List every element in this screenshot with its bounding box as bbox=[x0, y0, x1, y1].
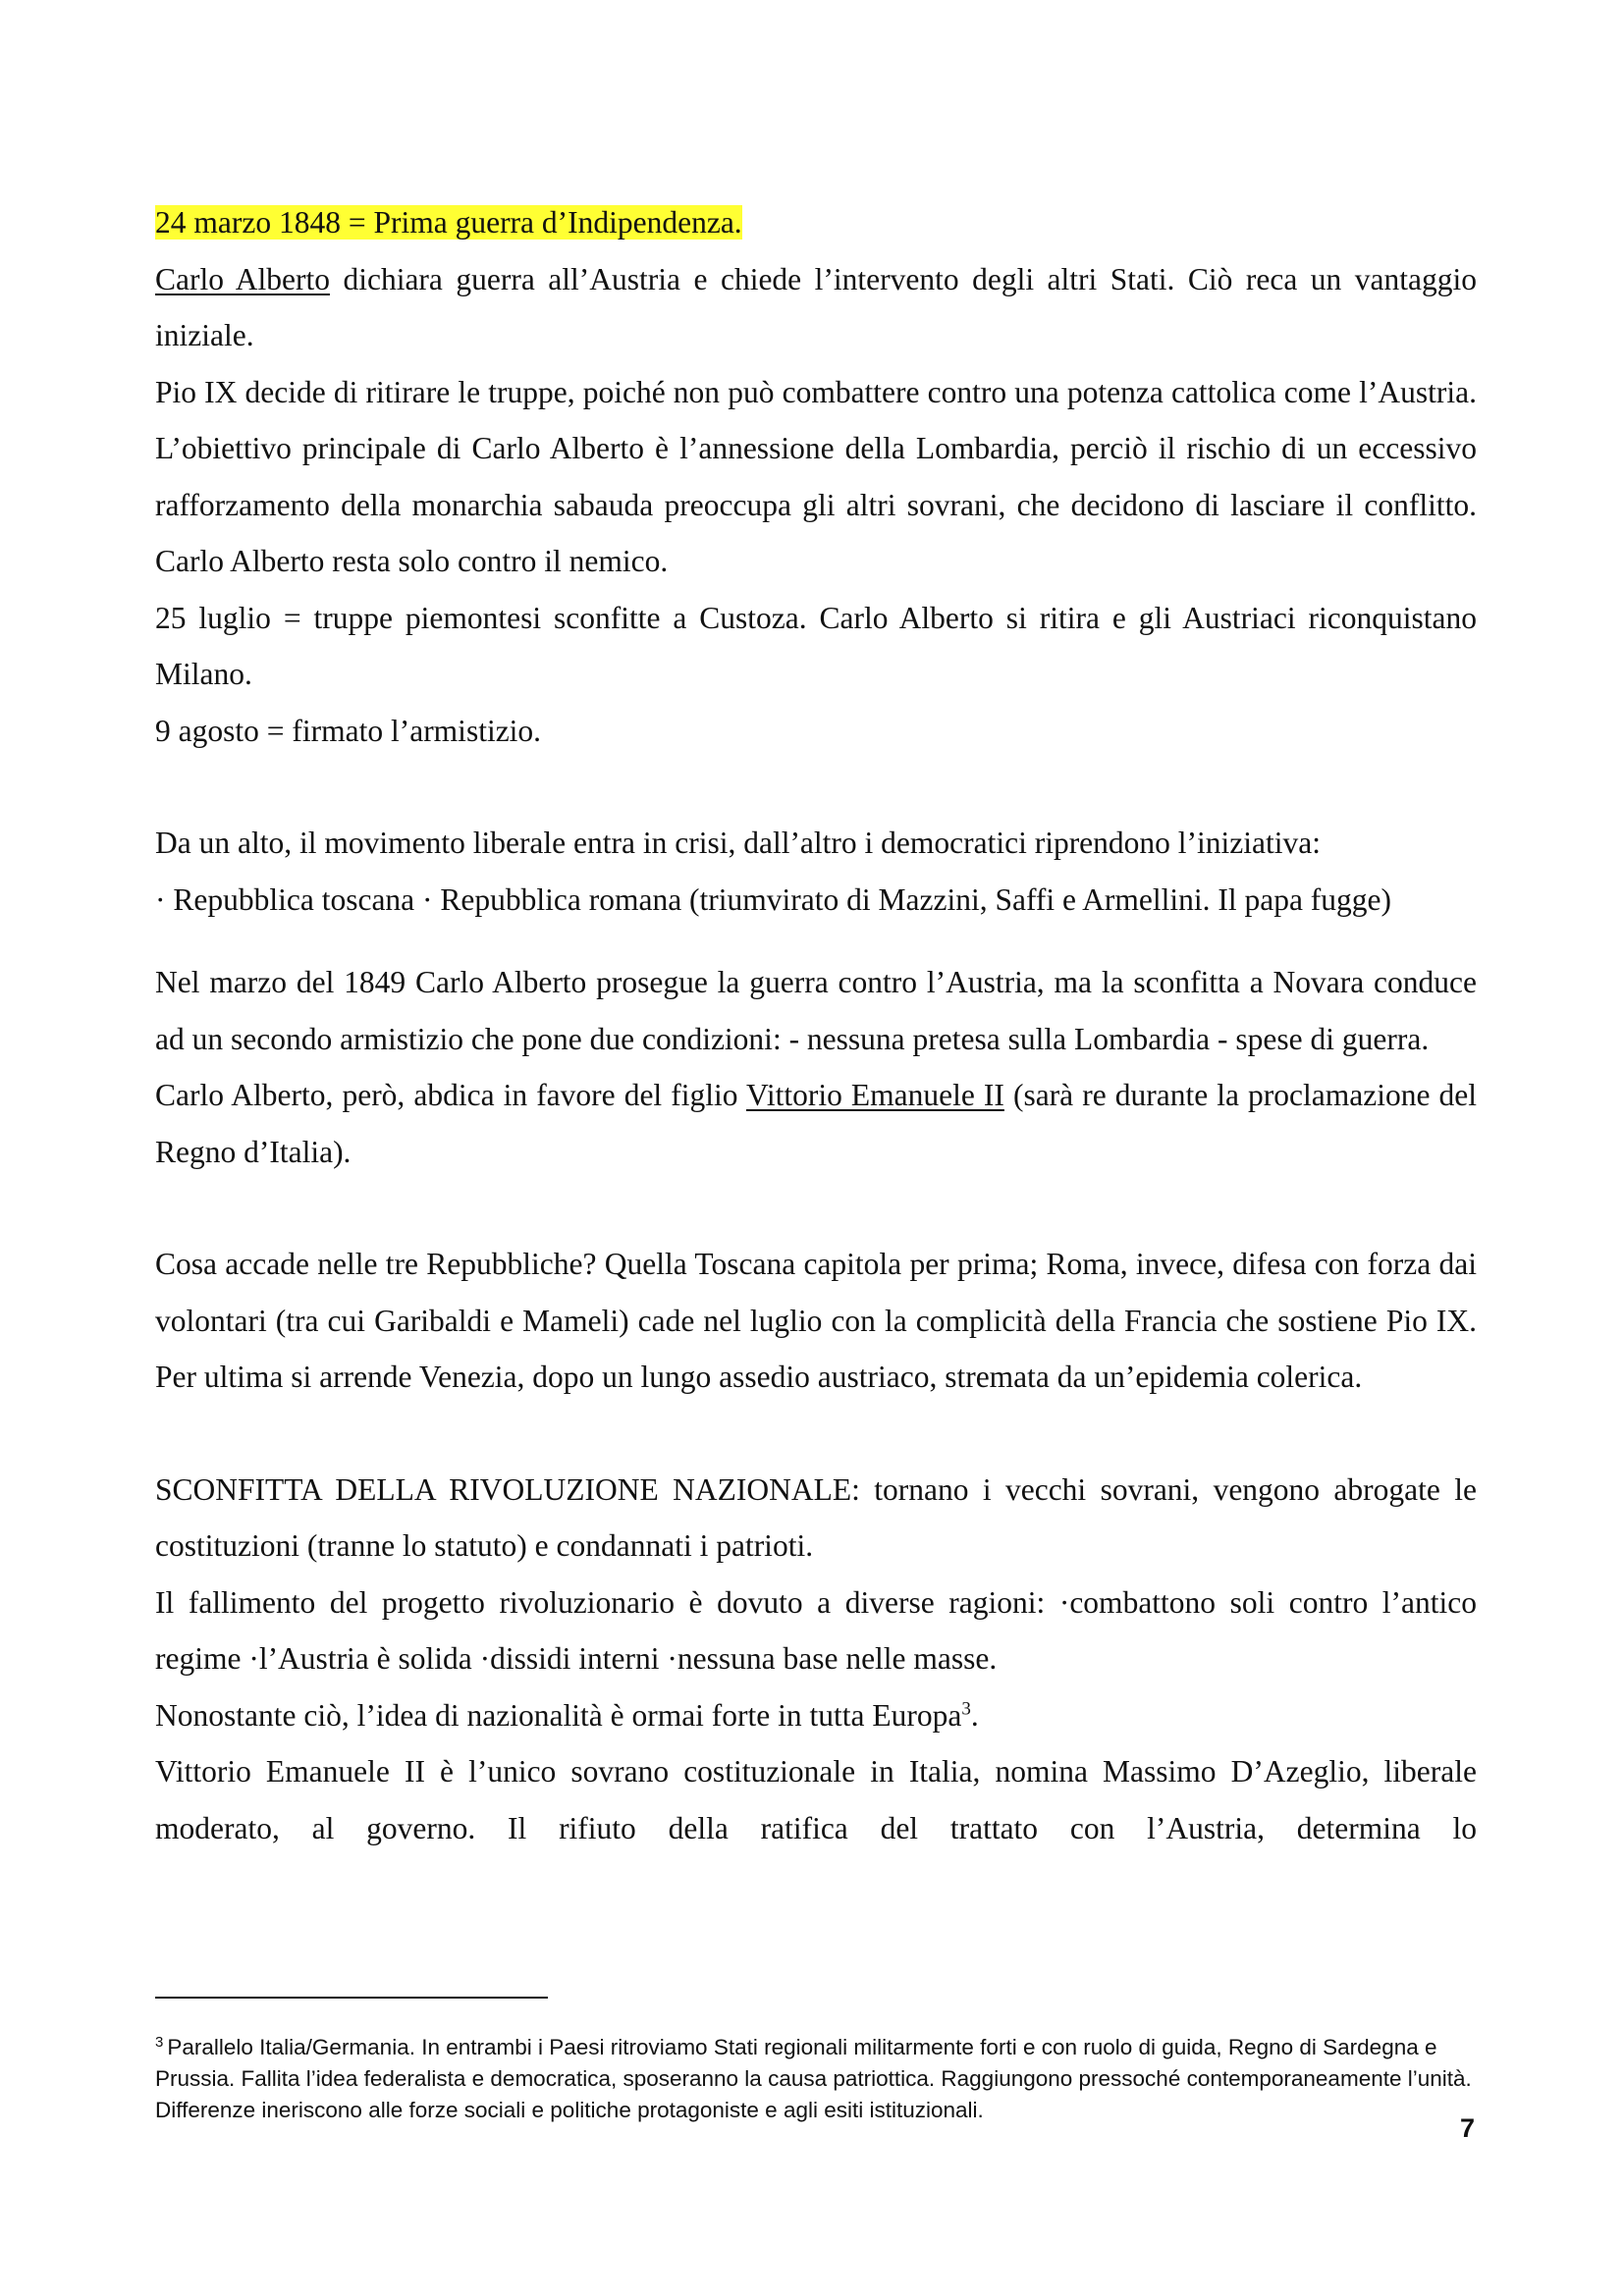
paragraph-failure-reasons: Il fallimento del progetto rivoluzionario è dovuto a diverse ragioni: ·combattono soli contro l’antico regime ·l’Austria è solida ·dissidi interni ·nessuna base nelle masse. bbox=[155, 1584, 1477, 1676]
paragraph-nationality-end: . bbox=[970, 1697, 979, 1733]
page-number: 7 bbox=[1459, 2113, 1475, 2143]
paragraph-custoza: 25 luglio = truppe piemontesi sconfitte a Custoza. Carlo Alberto si ritira e gli Austriaci riconquistano Milano. bbox=[155, 600, 1477, 691]
body-text bbox=[155, 194, 1477, 1856]
underlined-vittorio-emanuele: Vittorio Emanuele II bbox=[745, 1078, 1004, 1112]
footnote bbox=[155, 2032, 1481, 2126]
paragraph-declaration-text: dichiara guerra all’Austria e chiede l’intervento degli altri Stati. Ciò reca un vantaggio iniziale. bbox=[155, 261, 1478, 352]
paragraph-nationality bbox=[155, 1687, 1477, 1744]
paragraph-liberal-crisis: Da un alto, il movimento liberale entra in crisi, dall’altro i democratici riprendono l’iniziativa: bbox=[155, 826, 1321, 860]
spacer bbox=[155, 1180, 1477, 1236]
underlined-carlo-alberto: Carlo Alberto bbox=[155, 261, 330, 296]
paragraph-three-republics: Cosa accade nelle tre Repubbliche? Quella Toscana capitola per prima; Roma, invece, difesa con forza dai volontari (tra cui Garibaldi e Mameli) cade nel luglio con la complicità della Francia che sostiene Pio IX. Per ultima si arrende Venezia, dopo un lungo assedio austriaco, stremata da un’epidemia colerica. bbox=[155, 1247, 1477, 1394]
paragraph-abdication-text: Carlo Alberto, però, abdica in favore del figlio bbox=[155, 1078, 746, 1112]
paragraph-vittorio-emanuele: Vittorio Emanuele II è l’unico sovrano costituzionale in Italia, nomina Massimo D’Azeglio, liberale moderato, al governo. Il rifiuto della ratifica del trattato con l’Austria, determina lo bbox=[155, 1754, 1477, 1845]
paragraph-abdication bbox=[155, 1067, 1477, 1180]
heading-first-war bbox=[155, 194, 1477, 251]
paragraph-novara: Nel marzo del 1849 Carlo Alberto prosegue la guerra contro l’Austria, ma la sconfitta a Novara conduce ad un secondo armistizio che pone due condizioni: - nessuna pretesa sulla Lombardia - spese di guerra. bbox=[155, 965, 1477, 1056]
footnote-marker: 3 bbox=[155, 2033, 164, 2051]
footnote-separator bbox=[155, 1997, 548, 1999]
spacer bbox=[155, 759, 1477, 815]
paragraph-declaration bbox=[155, 251, 1477, 364]
paragraph-nationality-text: Nonostante ciò, l’idea di nazionalità è ormai forte in tutta Europa bbox=[155, 1697, 962, 1733]
footnote-text: Parallelo Italia/Germania. In entrambi i Paesi ritroviamo Stati regionali militarmente forti e con ruolo di guida, Regno di Sardegna e Prussia. Fallita l’idea federalista e democratica, sposeranno la causa patriottica. Raggiungono pressoché contemporaneamente l’unità. Differenze ineriscono alle forze sociali e politiche protagoniste e agli esiti istituzionali. bbox=[155, 2035, 1472, 2122]
paragraph-armistice: 9 agosto = firmato l’armistizio. bbox=[155, 713, 542, 748]
paragraph-pio-ix: Pio IX decide di ritirare le truppe, poiché non può combattere contro una potenza cattolica come l’Austria. L’obiettivo principale di Carlo Alberto è l’annessione della Lombardia, perciò il rischio di un eccessivo rafforzamento della monarchia sabauda preoccupa gli altri sovrani, che decidono di lasciare il conflitto. Carlo Alberto resta solo contro il nemico. bbox=[155, 374, 1477, 578]
footnote-reference[interactable]: 3 bbox=[961, 1698, 971, 1719]
paragraph-abdication-after: (sarà re durante la proclamazione del Regno d’Italia). bbox=[155, 1078, 1477, 1169]
paragraph-republics-list: · Repubblica toscana · Repubblica romana (triumvirato di Mazzini, Saffi e Armellini. Il papa fugge) bbox=[155, 881, 1392, 917]
paragraph-defeat-revolution: SCONFITTA DELLA RIVOLUZIONE NAZIONALE: tornano i vecchi sovrani, vengono abrogate le costituzioni (tranne lo statuto) e condannati i patrioti. bbox=[155, 1471, 1477, 1563]
highlighted-date-heading: 24 marzo 1848 = Prima guerra d’Indipendenza. bbox=[155, 205, 742, 240]
spacer bbox=[155, 928, 1477, 954]
spacer bbox=[155, 1406, 1477, 1462]
